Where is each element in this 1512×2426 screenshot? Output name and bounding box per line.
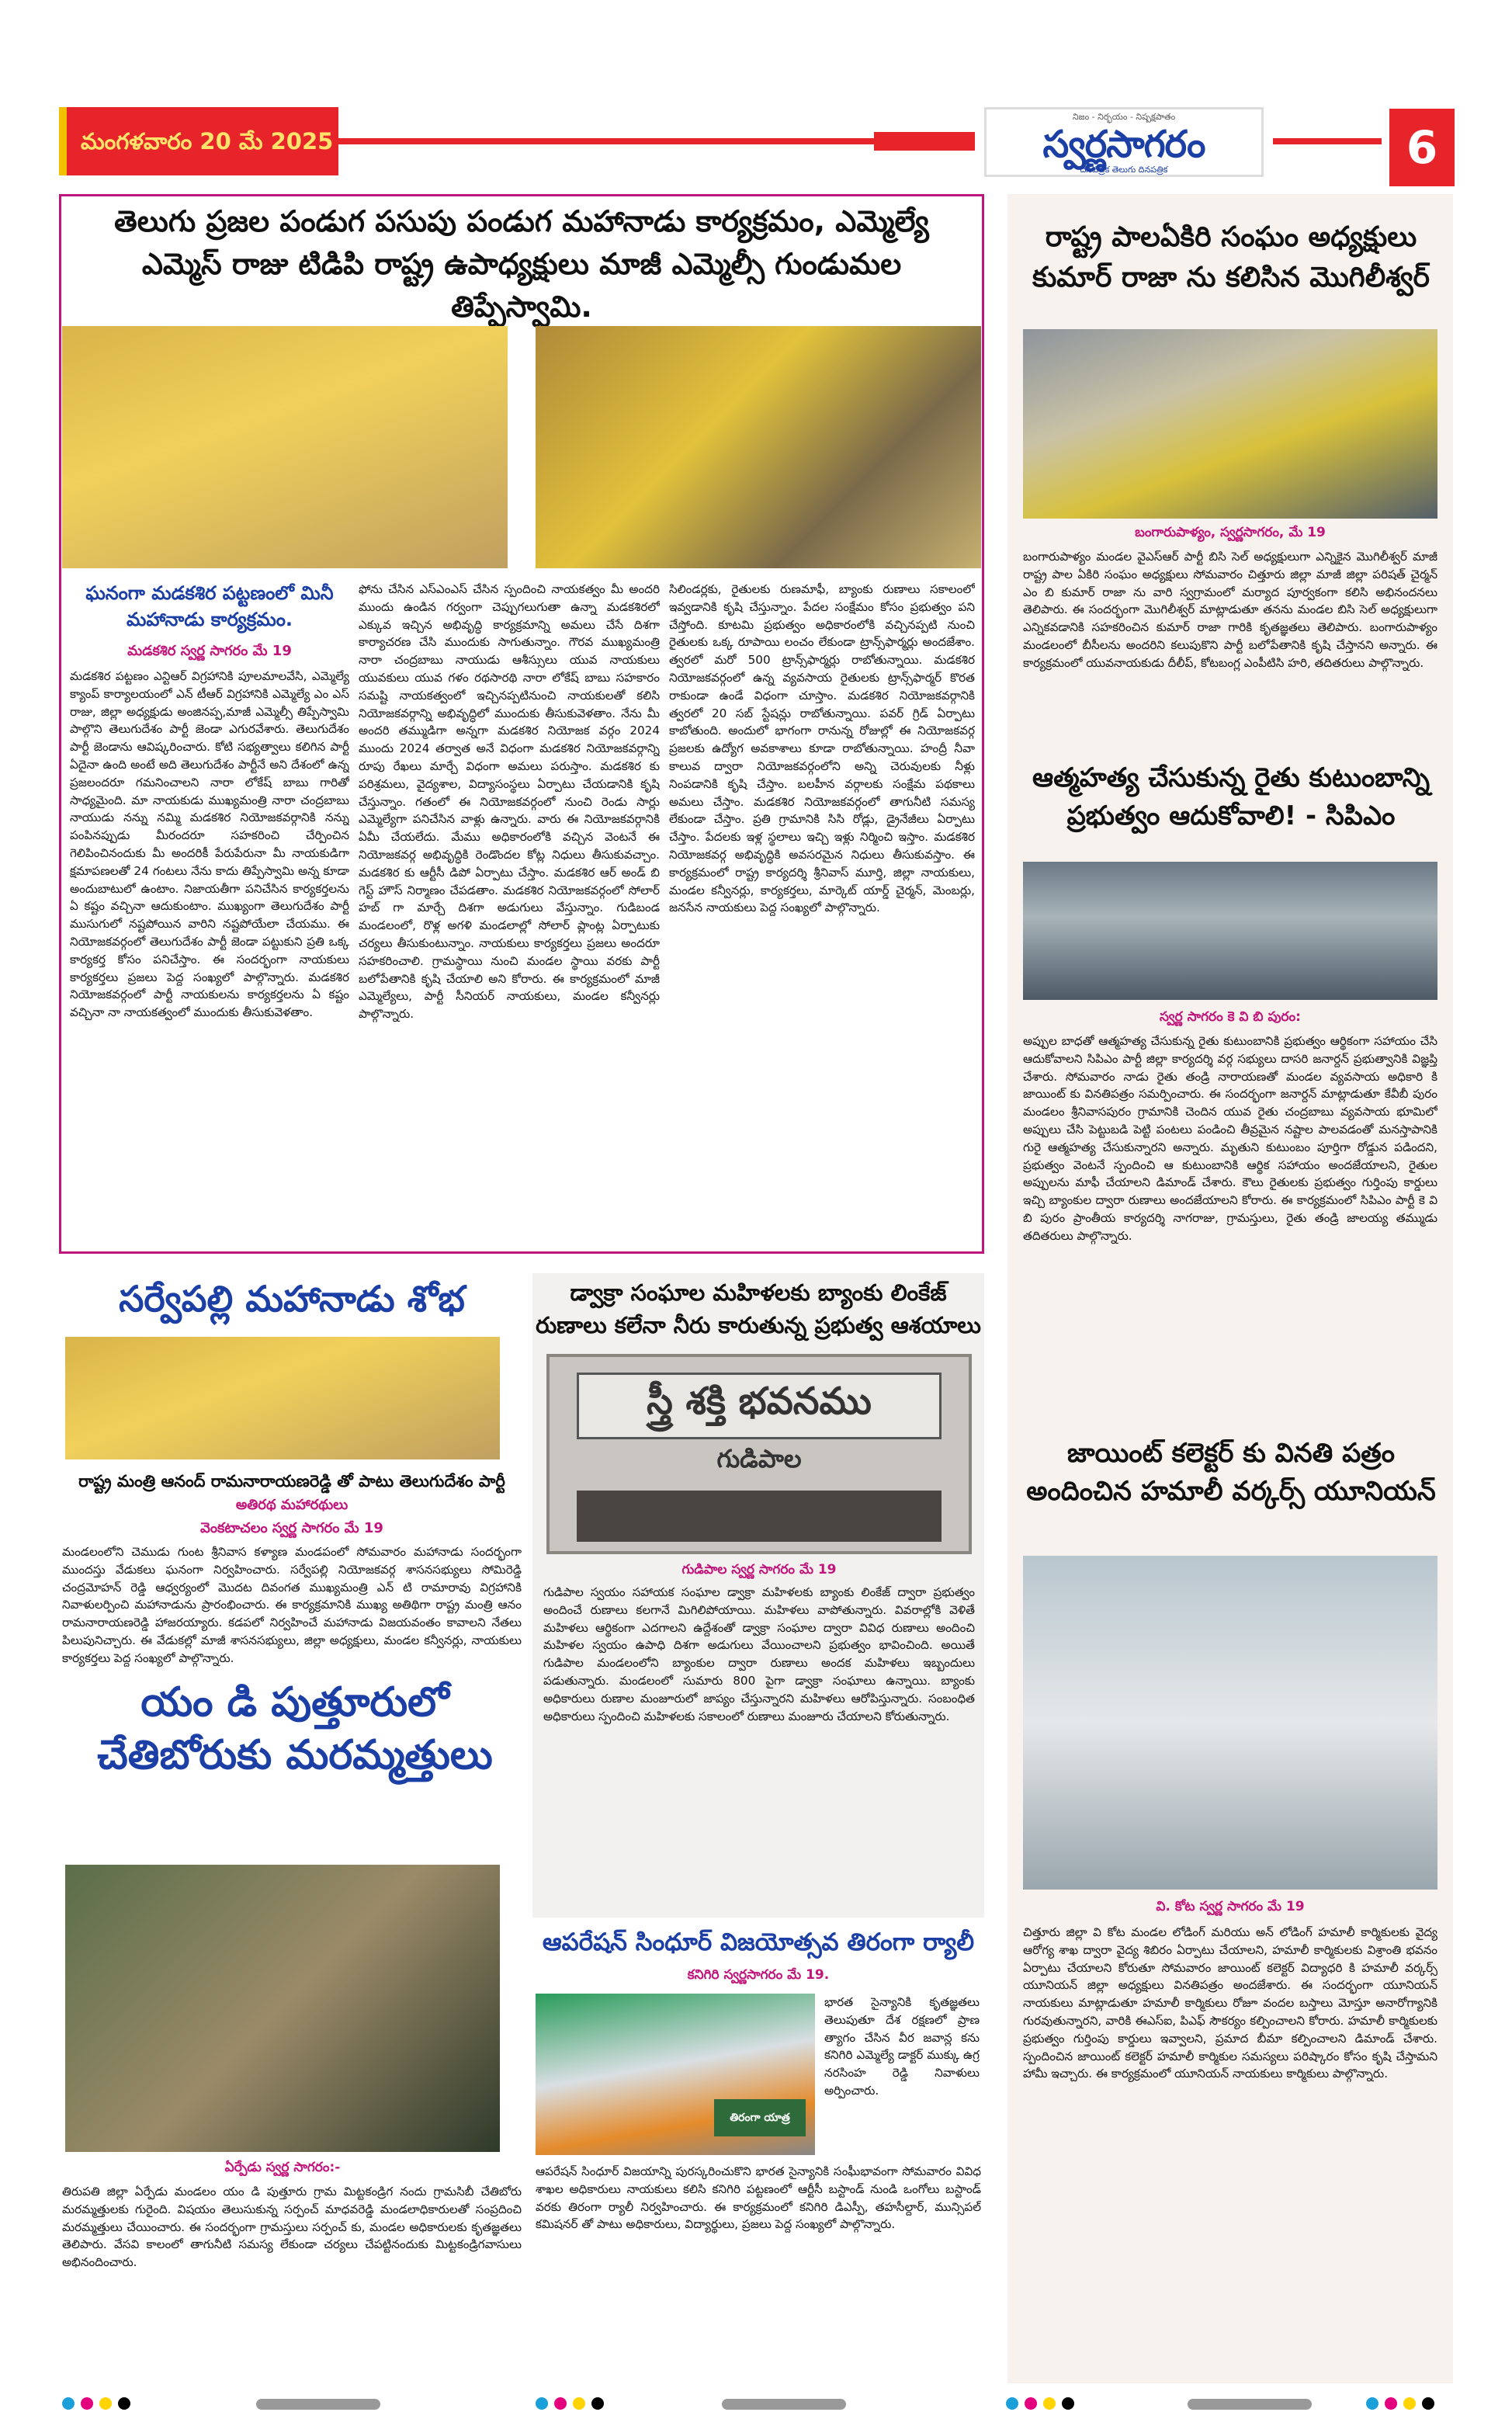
story1-headline: తెలుగు ప్రజల పండుగ పసుపు పండుగ మహానాడు కార్యక్రమం, ఎమ్మెల్యే ఎమ్మెస్ రాజు టిడిపి రాష్ట్ర ఉపాధ్యక్షులు మాజీ ఎమ్మెల్సీ గుండుమల తిప్పేస్వామి. [114,204,929,325]
story7-body: గుడిపాల స్వయం సహాయక సంఘాల డ్వాక్రా మహిళలకు బ్యాంకు లింకేజ్ ద్వారా ప్రభుత్వం అందించే రుణాలు కలగానే మిగిలిపోయాయి. మహిళలు వాపోతున్నారు. వివరాల్లోకి వెళితే మహిళలు ఆర్థికంగా ఎదగాలని ఉద్దేశంతో డ్వాక్రా సంఘాల ద్వారా వివిధ రుణాలు అందించి మహిళల స్వయం ఉపాధి దిశగా అడుగులు వేయించాలని ప్రభుత్వం భావించింది. అయితే గుడిపాల మండలంలోని బ్యాంకుల ద్వారా రుణాలు అందక మహిళలు ఇబ్బందులు పడుతున్నారు. మండలంలో సుమారు 800 పైగా డ్వాక్రా సంఘాలు ఉన్నాయి. బ్యాంకు అధికారులు రుణాల మంజూరులో జాప్యం చేస్తున్నారని మహిళలు ఆరోపిస్తున్నారు. సంబంధిత అధికారులు స్పందించి మహిళలకు సకాలంలో రుణాలు మంజూరు చేయాలని కోరుతున్నారు. [543,1585,975,1723]
story1-subhead: ఘనంగా మడకశిర పట్టణంలో మినీ మహానాడు కార్యక్రమం. [85,582,334,630]
sign-line2: గుడిపాల [716,1444,802,1473]
story6-headline: యం డి పుత్తూరులో చేతిబోరుకు మరమ్మత్తులు [97,1679,493,1779]
story7-headline: డ్వాక్రా సంఘాల మహిళలకు బ్యాంకు లింకేజ్ రుణాలు కలేనా నీరు కారుతున్న ప్రభుత్వ ఆశయాలు [536,1279,981,1339]
story4-photo [1023,1556,1437,1890]
story5-subhead: రాష్ట్ర మంత్రి ఆనంద్ రామనారాయణరెడ్డి తో పాటు తెలుగుదేశం పార్టీ [78,1472,505,1491]
story3-photo [1023,862,1437,1000]
logo-tagline: నిజం - నిర్భయం - నిష్పక్షపాతం [1072,112,1176,122]
story5-subhead2: అతిరథ మహారథులు [235,1497,349,1513]
story8-banner: తిరంగా యాత్ర [714,2099,806,2136]
story3-body: అప్పుల బాధతో ఆత్మహత్య చేసుకున్న రైతు కుటుంబానికి ప్రభుత్వం ఆర్థికంగా సహాయం చేసి ఆదుకోవాలని సిపిఎం పార్టీ జిల్లా కార్యదర్శి వర్గ సభ్యులు దాసరి జనార్దన్ ప్రభుత్వానికి విజ్ఞప్తి చేశారు. సోమవారం నాడు రైతు తండ్రి నారాయణతో మండల వ్యవసాయ అధికారి కి జాయింట్ కు వినతిపత్రం సమర్పించారు. ఈ సందర్భంగా జనార్దన్ మాట్లాడుతూ కేవీబీ పురం మండలం శ్రీనివాసపురం గ్రామానికి చెందిన యువ రైతు చంద్రబాబు వ్యవసాయ భూమిలో అప్పులు చేసి పెట్టుబడి పెట్టి పంటలు పండించి తీవ్రమైన నష్టాల పాలవడంతో మనస్తాపానికి గురై ఆత్మహత్య చేసుకున్నారని అన్నారు. మృతుని కుటుంబం పూర్తిగా రోడ్డున పడిందని, ప్రభుత్వం వెంటనే స్పందించి ఆ కుటుంబానికి ఆర్థిక సహాయం అందజేయాలని, రైతుల అప్పులను మాఫీ చేయాలని డిమాండ్ చేశారు. కౌలు రైతులకు ప్రభుత్వం గుర్తింపు కార్డులు ఇచ్చి బ్యాంకుల ద్వారా రుణాలు అందజేయాలని కోరారు. ఈ కార్యక్రమంలో సిపిఎం పార్టీ కె వి బి పురం ప్రాంతీయ కార్యదర్శి నాగరాజు, గ్రామస్తులు, రైతు తండ్రి జాలయ్య తమ్ముడు తదితరులు పాల్గొన్నారు. [1023,1034,1437,1243]
logo-name: స్వర్ణసాగరం [1042,123,1205,166]
story5-photo [65,1337,500,1459]
footer-color-dots-left [62,2397,137,2413]
story2-caption: బంగారుపాళ్యం, స్వర్ణసాగరం, మే 19 [1135,525,1326,540]
story6-body: తిరుపతి జిల్లా ఏర్పేడు మండలం యం డి పుత్తూరు గ్రామ మిట్టకండ్రిగ నందు గ్రామసిబీ చేతిబోరు మరమ్మత్తులకు గురైంది. విషయం తెలుసుకున్న సర్పంచ్ మాధవరెడ్డి మండలాధికారులతో సంప్రదించి మరమ్మత్తులు చేయించారు. ఈ సందర్భంగా గ్రామస్తులు సర్పంచ్ కు, మండల అధికారులకు కృతజ్ఞతలు తెలిపారు. వేసవి కాలంలో తాగునీటి సమస్య లేకుండా చర్యలు చేపట్టినందుకు మిట్టకండ్రిగవాసులు అభినందించారు. [62,2185,522,2270]
date-bar [59,107,338,175]
story1-photo-right [536,326,981,568]
story4-caption: వి. కోట స్వర్ణ సాగరం మే 19 [1156,1899,1305,1914]
story8-dateline: కనిగిరి స్వర్ణసాగరం మే 19. [687,1967,830,1983]
story2-body: బంగారుపాళ్యం మండల వైఎస్ఆర్ పార్టీ బిసి సెల్ అధ్యక్షులుగా ఎన్నికైన మొగిలీశ్వర్ మాజీ రాష్ట్ర పాల ఏకిరి సంఘం అధ్యక్షులు సోమవారం చిత్తూరు జిల్లా మాజీ జిల్లా పరిషత్ చైర్మన్ ఎం బి కుమార్ రాజా ను వారి స్వగ్రామంలో మర్యాద పూర్వకంగా కలిసి అభినందనలు తెలిపారు. ఈ సందర్భంగా మొగిలీశ్వర్ మాట్లాడుతూ తనను మండల బిసి సెల్ అధ్యక్షులుగా ఎన్నికవడానికి సహకరించిన కుమార్ రాజా గారికి కృతజ్ఞతలు తెలిపారు. బంగారుపాళ్యం మండలంలో బీసీలను అందరిని కలుపుకొని పార్టీ బలోపేతానికి కృషి చేస్తానని అన్నారు. ఈ కార్యక్రమంలో యువనాయకుడు దీలీప్, కోటబంగ్ల ఎంపీటిసి హరి, తదితరులు పాల్గొన్నారు. [1023,550,1437,670]
story7-photo [546,1354,972,1554]
story8-side: భారత సైన్యానికి కృతజ్ఞతలు తెలుపుతూ దేశ రక్షణలో ప్రాణ త్యాగం చేసిన వీర జవాన్ల కను కనిగిరి ఎమ్మెల్యే డాక్టర్ ముక్కు ఉగ్ర నరసింహ రెడ్డి నివాళులు అర్పించారు. [824,1995,980,2098]
story6-photo [65,1865,500,2152]
footer-bar-3 [1188,2399,1312,2410]
story4-headline: జాయింట్ కలెక్టర్ కు వినతి పత్రం అందించిన హమాలీ వర్కర్స్ యూనియన్ [1026,1438,1436,1508]
sign-door [577,1491,942,1542]
story3-caption: స్వర్ణ సాగరం కె వి బి పురం: [1160,1009,1301,1025]
header-rule-block [874,132,975,151]
story5-body: మండలంలోని చెముడు గుంట శ్రీనివాస కళ్యాణ మండపంలో సోమవారం మహానాడు సందర్భంగా ముందస్తు వేడుకలు ఘనంగా నిర్వహించారు. సర్వేపల్లి నియోజకవర్గ శాసనసభ్యులు సోమిరెడ్డి చంద్రమోహన్ రెడ్డి ఆధ్వర్యంలో మొదట దివంగత ముఖ్యమంత్రి ఎన్ టి రామారావు విగ్రహానికి నివాళులర్పించి మహానాడును ప్రారంభించారు. ఈ కార్యక్రమానికి ముఖ్య అతిథిగా రాష్ట్ర మంత్రి ఆనం రామనారాయణరెడ్డి హాజరయ్యారు. కడపలో నిర్వహించే మహానాడు విజయవంతం కావాలని నేతలు పిలుపునిచ్చారు. ఈ వేడుకల్లో మాజీ శాసనసభ్యులు, జిల్లా అధ్యక్షులు, మండల కన్వీనర్లు, నాయకులు కార్యకర్తలు పెద్ద సంఖ్యలో పాల్గొన్నారు. [62,1545,522,1665]
story5-headline: సర్వేపల్లి మహానాడు శోభ [119,1278,465,1320]
story1-col2: ఫోను చేసిన ఎస్ఎంఎస్ చేసిన స్పందించి నాయకత్వం మీ అందరి ముందు ఉండిన గర్వంగా చెప్పుగలుగుతా ఉన్నా మడకశిరలో ఎక్కువ ఇచ్చిన అభివృద్ధి కార్యక్రమాన్ని అమలు చేసే దిశగా కార్యాచరణ చేసి ముందుకు సాగుతున్నాం. గౌరవ ముఖ్యమంత్రి నారా చంద్రబాబు నాయుడు ఆశీస్సులు యువ నాయకులు యువకులు యువ గళం రథసారథి నారా లోకేష్ బాబు సహకారం సమష్టి నాయకత్వంలో ఇచ్చినప్పటినుంచి నాయకులతో కలిసి నియోజకవర్గాన్ని అభివృద్ధిలో ముందుకు తీసుకువెళతాం. నేను మీ అందరి తమ్ముడిగా అన్నగా మడకశిర నియోజక వర్గం 2024 ముందు 2024 తర్వాత అనే విధంగా మడకశిర నియోజకవర్గాన్ని రూపు రేఖలు మార్చే విధంగా అమలు పరుస్తాం. మడకశిర కు పరిశ్రమలు, వైద్యశాల, విద్యాసంస్థలు ఏర్పాటు చేయడానికి కృషి చేస్తున్నాం. గతంలో ఈ నియోజకవర్గంలో నుంచి రెండు సార్లు ఎమ్మెల్యేగా పనిచేసిన వాళ్లు ఉన్నారు. వారు ఈ నియోజకవర్గానికి ఏమీ చేయలేదు. మేము అధికారంలోకి వచ్చిన వెంటనే ఈ నియోజకవర్గ అభివృద్ధికి రెండొందల కోట్ల నిధులు తీసుకువచ్చాం. మడకశిర కు ఆర్టీసీ డిపో ఏర్పాటు చేస్తాం. మడకశిర ఆర్ అండ్ బి గెస్ట్ హౌస్ నిర్మాణం చేపడతాం. మడకశిర నియోజకవర్గంలో సోలార్ హబ్ గా మార్చే దిశగా అడుగులు వేస్తున్నాం. గుడిబండ మండలంలో, రొళ్ల అగళి మండలాల్లో సోలార్ ప్లాంట్ల ఏర్పాటుకు చర్యలు తీసుకుంటున్నాం. నాయకులు కార్యకర్తలు ప్రజలు అందరూ సహకరించాలి. గ్రామస్థాయి నుంచి మండల స్థాయి వరకు పార్టీ బలోపేతానికి కృషి చేయాలి అని కోరారు. ఈ కార్యక్రమంలో మాజీ ఎమ్మెల్యేలు, పార్టీ సీనియర్ నాయకులు, మండల కన్వీనర్లు పాల్గొన్నారు. [359,582,660,1022]
sign-line1: స్త్రీ శక్తి భవనము [577,1373,942,1439]
footer-color-dots-right [1006,2397,1080,2413]
story1-col3: సిలిండర్లకు, రైతులకు రుణమాఫీ, బ్యాంకు రుణాలు సకాలంలో ఇవ్వడానికి కృషి చేస్తున్నాం. పేదల సంక్షేమం కోసం ప్రభుత్వం పని చేస్తోంది. కూటమి ప్రభుత్వం అధికారంలోకి వచ్చినప్పటి నుంచి రైతులకు ఒక్క రూపాయి లంచం లేకుండా ట్రాన్స్‌ఫార్మర్లు అందజేశాం. త్వరలో మరో 500 ట్రాన్స్‌ఫార్మర్లు రాబోతున్నాయి. మడకశిర నియోజకవర్గంలో ఉన్న వ్యవసాయ రైతులకు ట్రాన్స్‌ఫార్మర్ కొరత రాకుండా ఉండే విధంగా చూస్తాం. మడకశిర నియోజకవర్గానికి త్వరలో 20 సబ్ స్టేషన్లు రాబోతున్నాయి. పవర్ గ్రిడ్ ఏర్పాటు కాబోతుంది. అందులో భాగంగా రానున్న రోజుల్లో ఈ నియోజకవర్గ ప్రజలకు ఉద్యోగ అవకాశాలు కూడా రాబోతున్నాయి. హంద్రీ నీవా కాలువ ద్వారా నియోజకవర్గంలోని అన్ని చెరువులకు నీళ్లు నింపడానికి కృషి చేస్తాం. బలహీన వర్గాలకు సంక్షేమ పథకాలు అమలు చేస్తాం. మడకశిర నియోజకవర్గంలో తాగునీటి సమస్య లేకుండా చేస్తాం. ప్రతి గ్రామానికి సిసి రోడ్లు, డ్రైనేజీలు ఏర్పాటు చేస్తాం. పేదలకు ఇళ్ల స్థలాలు ఇచ్చి ఇళ్లు నిర్మించి ఇస్తాం. మడకశిర నియోజకవర్గ అభివృద్ధికి అవసరమైన నిధులు తీసుకువస్తాం. ఈ కార్యక్రమంలో రాష్ట్ర కార్యదర్శి శ్రీనివాస్ మూర్తి, జిల్లా నాయకులు, మండల కన్వీనర్లు, కార్యకర్తలు, మార్కెట్ యార్డ్ చైర్మన్, మెంబర్లు, జనసేన నాయకులు పెద్ద సంఖ్యలో పాల్గొన్నారు. [669,582,975,915]
page-number: 6 [1389,109,1455,186]
story4-body: చిత్తూరు జిల్లా వి కోట మండల లోడింగ్ మరియు అన్ లోడింగ్ హమాలీ కార్మికులకు వైద్య ఆరోగ్య శాఖ ద్వారా వైద్య శిబిరం ఏర్పాటు చేయాలని, హమాలీ కార్మికులకు విశ్రాంతి భవనం ఏర్పాటు చేయాలని కోరుతూ సోమవారం జాయింట్ కలెక్టర్ విద్యాధరి కి హమాలీ వర్కర్స్ యూనియన్ జిల్లా అధ్యక్షులు వినతిపత్రం అందజేశారు. ఈ సందర్భంగా యూనియన్ నాయకులు మాట్లాడుతూ హమాలీ కార్మికులు రోజూ వందల బస్తాలు మోస్తూ అనారోగ్యానికి గురవుతున్నారని, వారికి ఈఎస్ఐ, పిఎఫ్ సౌకర్యం కల్పించాలని కోరారు. హమాలీ కార్మికులకు ప్రభుత్వం గుర్తింపు కార్డులు ఇవ్వాలని, ప్రమాద బీమా కల్పించాలని డిమాండ్ చేశారు. స్పందించిన జాయింట్ కలెక్టర్ హమాలీ కార్మికుల సమస్యలు పరిష్కారం కోసం కృషి చేస్తామని హామీ ఇచ్చారు. ఈ కార్యక్రమంలో యూనియన్ నాయకులు కార్మికులు పాల్గొన్నారు. [1023,1925,1437,2081]
story6-dateline: ఏర్పేడు స్వర్ణ సాగరం:- [224,2160,341,2175]
masthead-logo [984,107,1264,177]
header-rule [338,138,874,144]
story1-photo-left [62,326,508,568]
footer-color-dots-mid [536,2397,610,2413]
story1-col1: మడకశిర పట్టణం ఎన్టిఆర్ విగ్రహానికి పూలమాలవేసి, ఎమ్మెల్యే క్యాంప్ కార్యాలయంలో ఎన్ టీఆర్ విగ్రహానికి ఎమ్మెల్యే ఎం ఎస్ రాజు, జిల్లా అధ్యక్షుడు అంజినప్ప,మాజీ ఎమ్మెల్సీ తిప్పేస్వామి పాల్గొని తెలుగుదేశం పార్టీ జెండా ఎగురవేశారు. తెలుగుదేశం పార్టీ జెండాను ఆవిష్కరించారు. కోటి సభ్యత్వాలు కలిగిన పార్టీ ఏదైనా ఉంది అంటే అది తెలుగుదేశం పార్టీనే అని దేశంలో ఉన్న ప్రజలందరూ గమనించాలని నారా లోకేష్ బాబు గారితో సాధ్యమైంది. మా నాయకుడు ముఖ్యమంత్రి నారా చంద్రబాబు నాయుడు నన్ను నమ్మి మడకశిర నియోజకవర్గానికి నన్ను పంపినప్పుడు మీరందరూ సహకరించి చేర్పించిన గెలిపించినందుకు మీ అందరికీ పేరుపేరునా మీ నాయకుడిగా క్షమాపణలతో 24 గంటలు నేను కాదు తిప్పేస్వామి అన్న కూడా అందుబాటులో ఉంటాం. నిజాయతీగా పనిచేసిన కార్యకర్తలను ఏ కష్టం వచ్చినా ఆదుకుంటాం. ముఖ్యంగా తెలుగుదేశం పార్టీ ముసుగులో నష్టపోయిన వారిని నష్టపోయేలా చేయము. ఈ నియోజకవర్గంలో తెలుగుదేశం పార్టీ జెండా పట్టుకుని ప్రతి ఒక్క కార్యకర్త కోసం పనిచేస్తాం. ఈ సందర్భంగా నాయకులు కార్యకర్తలు ప్రజలు పెద్ద సంఖ్యలో పాల్గొన్నారు. మడకశిర నియోజకవర్గంలో పార్టీ నాయకులను కార్యకర్తలను ఏ కష్టం వచ్చినా నా నాయకత్వంలో ముందుకు తీసుకువెళతాం. [70,669,349,1020]
story2-headline: రాష్ట్ర పాలఏకిరి సంఘం అధ్యక్షులు కుమార్ రాజా ను కలిసిన మొగిలీశ్వర్ [1032,221,1430,294]
story2-photo [1023,329,1437,519]
footer-bar-2 [722,2399,846,2410]
story7-caption: గుడిపాల స్వర్ణ సాగరం మే 19 [681,1562,837,1577]
story3-headline: ఆత్మహత్య చేసుకున్న రైతు కుటుంబాన్ని ప్రభుత్వం ఆదుకోవాలి! - సిపిఎం [1032,762,1431,832]
header-rule-right [1273,138,1382,144]
story5-dateline: వెంకటాచలం స్వర్ణ సాగరం మే 19 [200,1520,383,1536]
story1-dateline: మడకశిర స్వర్ణ సాగరం మే 19 [127,643,292,659]
issue-date: మంగళవారం 20 మే 2025 [81,128,334,154]
story8-body: ఆపరేషన్ సింధూర్ విజయాన్ని పురస్కరించుకొని భారత సైన్యానికి సంఘీభావంగా సోమవారం వివిధ శాఖల అధికారులు నాయకులు కలిసి కనిగిరి పట్టణంలో ఆర్టీసీ బస్టాండ్ నుండి ఒంగోలు బస్టాండ్ వరకు తిరంగా ర్యాలీ నిర్వహించారు. ఈ కార్యక్రమంలో కనిగిరి డిఎస్పీ, తహసీల్దార్, మున్సిపల్ కమిషనర్ తో పాటు అధికారులు, విద్యార్థులు, ప్రజలు పెద్ద సంఖ్యలో పాల్గొన్నారు. [536,2164,981,2232]
story8-headline: ఆపరేషన్ సింధూర్ విజయోత్సవ తిరంగా ర్యాలీ [542,1928,975,1956]
footer-bar-1 [256,2399,380,2410]
footer-color-dots-far [1366,2397,1441,2413]
logo-subtag: దినపత్రిక తెలుగు దినపత్రిక [1080,165,1168,175]
